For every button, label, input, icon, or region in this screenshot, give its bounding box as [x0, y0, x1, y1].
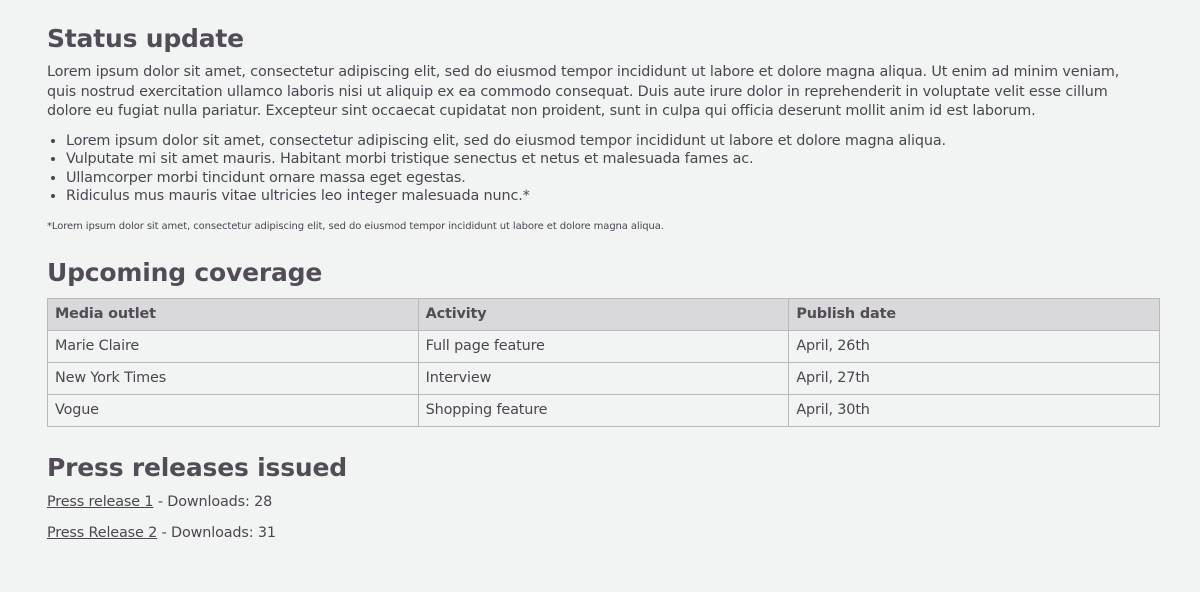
- list-item: • Vulputate mi sit amet mauris. Habitant morbi tristique senectus et netus et malesuada fames ac.: [66, 150, 1160, 169]
- cell-publish-date: April, 26th: [789, 330, 1160, 362]
- press-release-2-downloads: - Downloads: 31: [157, 524, 276, 541]
- press-release-2-link[interactable]: Press Release 2: [47, 524, 158, 541]
- cell-publish-date: April, 30th: [789, 394, 1160, 426]
- cell-activity: Full page feature: [418, 330, 789, 362]
- press-release-line: [47, 493, 1160, 512]
- cell-activity: Interview: [418, 362, 789, 394]
- column-header-activity: Activity: [418, 298, 789, 330]
- status-update-heading: Status update: [47, 24, 244, 53]
- press-release-1-downloads: - Downloads: 28: [153, 493, 273, 510]
- list-item: • Lorem ipsum dolor sit amet, consectetur adipiscing elit, sed do eiusmod tempor incididunt ut labore et dolore magna aliqua.: [66, 132, 1160, 151]
- column-header-media-outlet: Media outlet: [48, 298, 419, 330]
- press-release-line: [47, 524, 1160, 543]
- table-header-row: [48, 298, 1160, 330]
- column-header-publish-date: Publish date: [789, 298, 1160, 330]
- cell-activity: Shopping feature: [418, 394, 789, 426]
- cell-media-outlet: New York Times: [48, 362, 419, 394]
- table-row: [48, 394, 1160, 426]
- table-row: [48, 330, 1160, 362]
- coverage-table: [47, 298, 1160, 427]
- table-row: [48, 362, 1160, 394]
- press-releases-heading: Press releases issued: [47, 452, 347, 482]
- press-release-1-link[interactable]: Press release 1: [47, 493, 154, 510]
- status-footnote: *Lorem ipsum dolor sit amet, consectetur adipiscing elit, sed do eiusmod tempor incididunt ut labore et dolore magna aliqua.: [47, 220, 664, 232]
- upcoming-coverage-heading: Upcoming coverage: [47, 257, 323, 287]
- status-intro-paragraph: Lorem ipsum dolor sit amet, consectetur adipiscing elit, sed do eiusmod tempor incididunt ut labore et dolore magna aliqua. Ut enim ad minim veniam, quis nostrud exercitation ullamco laboris nisi ut aliquip ex ea commodo consequat. Duis aute irure dolor in reprehenderit in voluptate velit esse cillum dolore eu fugiat nulla pariatur. Excepteur sint occaecat cupidatat non proident, sunt in culpa qui officia deserunt mollit anim id est laborum.: [47, 64, 1120, 119]
- status-bullet-list: [47, 132, 1160, 206]
- list-item: • Ullamcorper morbi tincidunt ornare massa eget egestas.: [66, 169, 1160, 188]
- cell-media-outlet: Vogue: [48, 394, 419, 426]
- cell-media-outlet: Marie Claire: [48, 330, 419, 362]
- cell-publish-date: April, 27th: [789, 362, 1160, 394]
- list-item: • Ridiculus mus mauris vitae ultricies leo integer malesuada nunc.*: [66, 187, 1160, 206]
